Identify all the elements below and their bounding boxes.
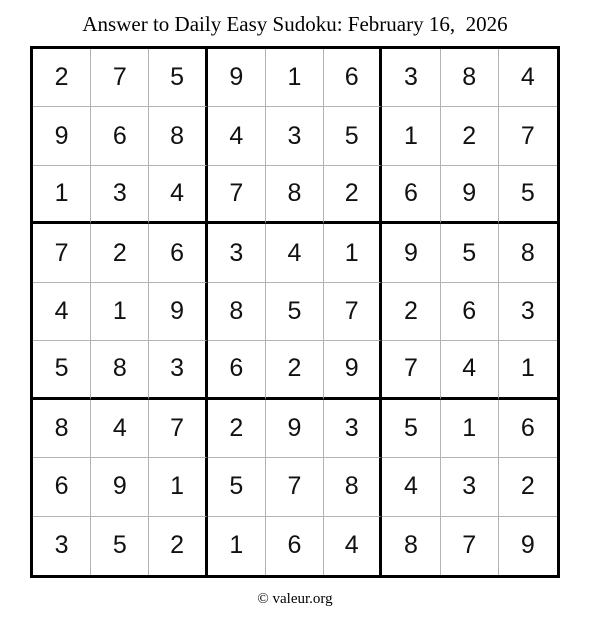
sudoku-cell-r7-c5: 9 <box>266 400 324 458</box>
sudoku-board <box>30 46 560 578</box>
sudoku-cell-r5-c8: 6 <box>441 283 499 341</box>
sudoku-cell-r8-c5: 7 <box>266 458 324 516</box>
sudoku-cell-r1-c6: 6 <box>324 49 382 107</box>
sudoku-cell-r3-c4: 7 <box>208 166 266 224</box>
sudoku-cell-r2-c9: 7 <box>499 107 557 165</box>
sudoku-cell-r1-c4: 9 <box>208 49 266 107</box>
sudoku-cell-r5-c5: 5 <box>266 283 324 341</box>
sudoku-cell-r6-c7: 7 <box>382 341 440 399</box>
sudoku-cell-r5-c3: 9 <box>149 283 207 341</box>
sudoku-cell-r9-c3: 2 <box>149 517 207 575</box>
sudoku-cell-r2-c1: 9 <box>33 107 91 165</box>
sudoku-cell-r7-c1: 8 <box>33 400 91 458</box>
sudoku-cell-r8-c2: 9 <box>91 458 149 516</box>
sudoku-cell-r6-c3: 3 <box>149 341 207 399</box>
sudoku-cell-r3-c3: 4 <box>149 166 207 224</box>
sudoku-cell-r5-c9: 3 <box>499 283 557 341</box>
sudoku-cell-r9-c8: 7 <box>441 517 499 575</box>
sudoku-cell-r6-c5: 2 <box>266 341 324 399</box>
sudoku-cell-r5-c1: 4 <box>33 283 91 341</box>
sudoku-cell-r6-c8: 4 <box>441 341 499 399</box>
sudoku-cell-r5-c2: 1 <box>91 283 149 341</box>
sudoku-cell-r8-c4: 5 <box>208 458 266 516</box>
sudoku-cell-r9-c7: 8 <box>382 517 440 575</box>
sudoku-cell-r2-c7: 1 <box>382 107 440 165</box>
sudoku-cell-r7-c6: 3 <box>324 400 382 458</box>
sudoku-cell-r9-c4: 1 <box>208 517 266 575</box>
sudoku-cell-r6-c6: 9 <box>324 341 382 399</box>
sudoku-cell-r2-c2: 6 <box>91 107 149 165</box>
sudoku-cell-r1-c7: 3 <box>382 49 440 107</box>
sudoku-cell-r8-c1: 6 <box>33 458 91 516</box>
sudoku-cell-r1-c1: 2 <box>33 49 91 107</box>
sudoku-cell-r5-c4: 8 <box>208 283 266 341</box>
sudoku-cell-r9-c9: 9 <box>520 531 535 560</box>
sudoku-cell-r7-c8: 1 <box>441 400 499 458</box>
sudoku-cell-r5-c7: 2 <box>382 283 440 341</box>
sudoku-cell-r4-c4: 3 <box>208 224 266 282</box>
sudoku-cell-r6-c1: 5 <box>33 341 91 399</box>
sudoku-cell-r4-c2: 2 <box>91 224 149 282</box>
sudoku-cell-r4-c7: 9 <box>382 224 440 282</box>
sudoku-cell-r3-c2: 3 <box>91 166 149 224</box>
sudoku-cell-r8-c3: 1 <box>149 458 207 516</box>
sudoku-cell-r7-c9: 6 <box>499 400 557 458</box>
copyright-footer: © valeur.org <box>257 591 333 607</box>
sudoku-cell-r7-c4: 2 <box>208 400 266 458</box>
sudoku-cell-r1-c9: 4 <box>499 49 557 107</box>
sudoku-cell-r8-c9: 2 <box>499 458 557 516</box>
sudoku-cell-r1-c8: 8 <box>441 49 499 107</box>
sudoku-cell-r3-c1: 1 <box>33 166 91 224</box>
sudoku-cell-r4-c8: 5 <box>441 224 499 282</box>
sudoku-cell-r6-c4: 6 <box>208 341 266 399</box>
sudoku-cell-r6-c2: 8 <box>91 341 149 399</box>
sudoku-cell-r3-c5: 8 <box>266 166 324 224</box>
sudoku-cell-r2-c3: 8 <box>149 107 207 165</box>
sudoku-cell-r4-c1: 7 <box>33 224 91 282</box>
puzzle-title: Answer to Daily Easy Sudoku: February 16, 2026 <box>82 12 508 36</box>
sudoku-cell-r1-c5: 1 <box>266 49 324 107</box>
sudoku-cell-r1-c2: 7 <box>91 49 149 107</box>
sudoku-cell-r2-c4: 4 <box>208 107 266 165</box>
sudoku-cell-r4-c3: 6 <box>149 224 207 282</box>
sudoku-cell-r1-c3: 5 <box>149 49 207 107</box>
sudoku-cell-r7-c2: 4 <box>91 400 149 458</box>
sudoku-cell-r6-c9: 1 <box>499 341 557 399</box>
sudoku-cell-r2-c5: 3 <box>266 107 324 165</box>
sudoku-cell-r2-c8: 2 <box>441 107 499 165</box>
sudoku-cell-r5-c6: 7 <box>324 283 382 341</box>
sudoku-cell-r9-c6: 4 <box>324 517 382 575</box>
sudoku-cell-r7-c3: 7 <box>149 400 207 458</box>
sudoku-cell-r4-c6: 1 <box>324 224 382 282</box>
sudoku-cell-r9-c1: 3 <box>33 517 91 575</box>
sudoku-cell-r8-c6: 8 <box>324 458 382 516</box>
sudoku-cell-r4-c9: 8 <box>499 224 557 282</box>
sudoku-cell-r9-c2: 5 <box>91 517 149 575</box>
sudoku-cell-r4-c5: 4 <box>266 224 324 282</box>
sudoku-cell-r7-c7: 5 <box>382 400 440 458</box>
sudoku-cell-r3-c9: 5 <box>499 166 557 224</box>
sudoku-cell-r3-c6: 2 <box>324 166 382 224</box>
sudoku-cell-r9-c5: 6 <box>266 517 324 575</box>
sudoku-cell-r3-c7: 6 <box>382 166 440 224</box>
sudoku-cell-r8-c8: 3 <box>441 458 499 516</box>
sudoku-cell-r8-c7: 4 <box>382 458 440 516</box>
sudoku-cell-r3-c8: 9 <box>441 166 499 224</box>
sudoku-cell-r2-c6: 5 <box>324 107 382 165</box>
